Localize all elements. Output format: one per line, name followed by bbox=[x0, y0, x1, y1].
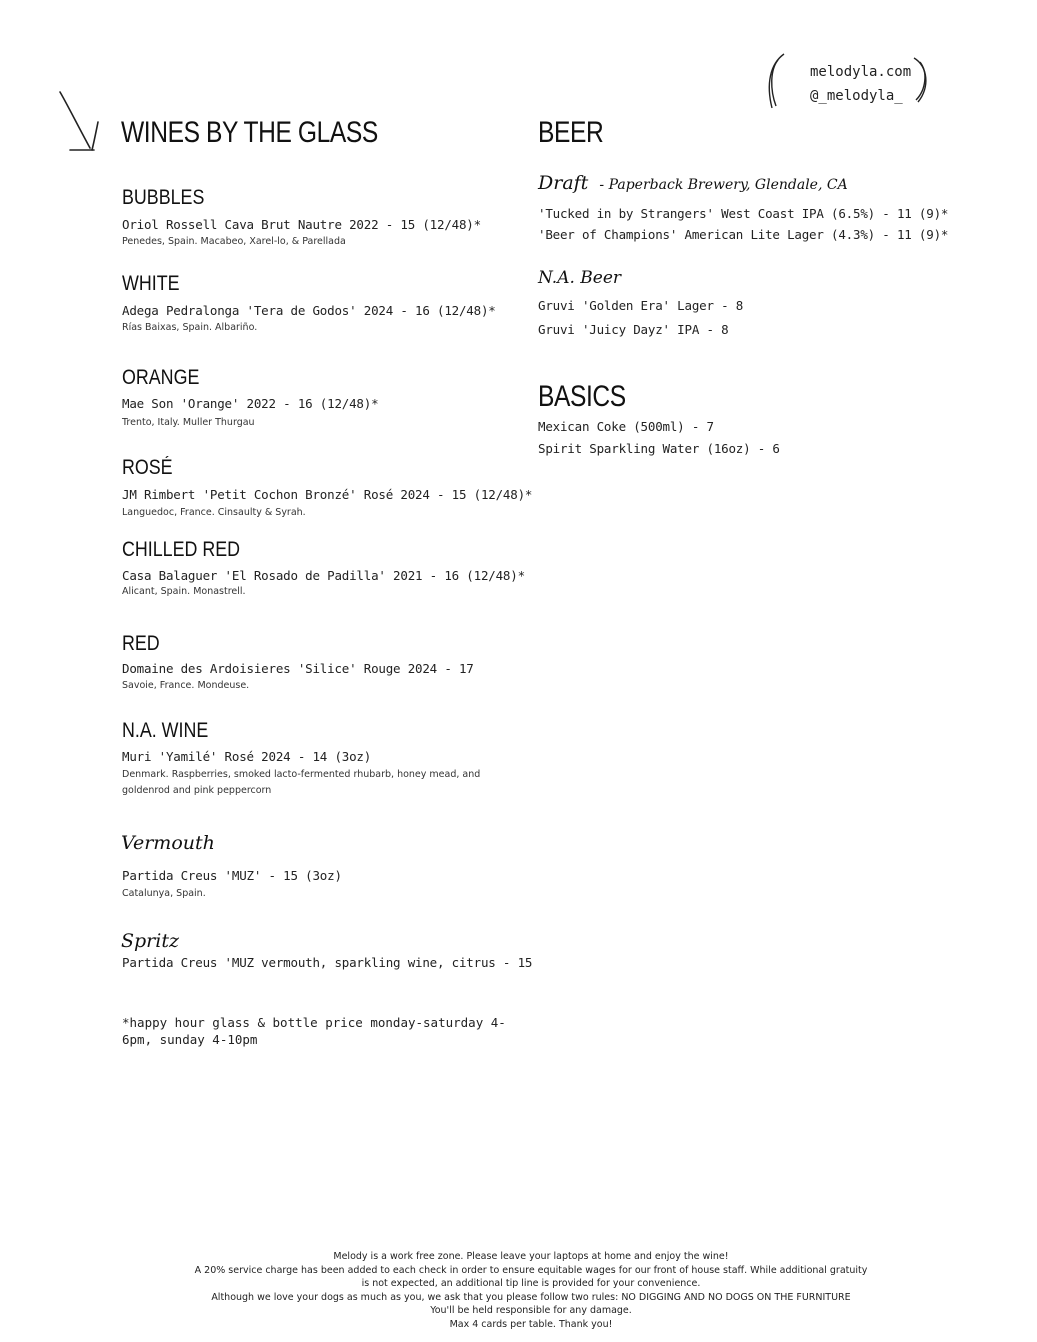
wine-item-detail: Languedoc, France. Cinsaulty & Syrah. bbox=[122, 507, 306, 518]
draft-brewery: - Paperback Brewery, Glendale, CA bbox=[599, 177, 848, 193]
wine-item-name: Partida Creus 'MUZ vermouth, sparkling wine, citrus - 15 bbox=[122, 955, 533, 970]
wine-item-name: Casa Balaguer 'El Rosado de Padilla' 2021 - 16 (12/48)* bbox=[122, 568, 525, 583]
wine-item-name: Mae Son 'Orange' 2022 - 16 (12/48)* bbox=[122, 396, 379, 411]
wine-item-detail: Savoie, France. Mondeuse. bbox=[122, 680, 250, 691]
section-heading-bubbles: BUBBLES bbox=[122, 186, 205, 209]
section-heading-rose: ROSÉ bbox=[122, 456, 173, 479]
footer-line: Melody is a work free zone. Please leave your laptops at home and enjoy the wine! bbox=[333, 1251, 729, 1262]
footer-line: You'll be held responsible for any damage. bbox=[430, 1305, 632, 1316]
na-beer-heading: N.A. Beer bbox=[538, 268, 622, 288]
draft-item: 'Beer of Champions' American Lite Lager (4.3%) - 11 (9)* bbox=[538, 227, 949, 242]
wine-item-detail: Rías Baixas, Spain. Albariño. bbox=[122, 322, 258, 333]
wine-item-name: Adega Pedralonga 'Tera de Godos' 2024 - 16 (12/48)* bbox=[122, 303, 496, 318]
wine-item-detail: Penedes, Spain. Macabeo, Xarel-lo, & Parellada bbox=[122, 236, 346, 247]
section-heading-chilled-red: CHILLED RED bbox=[122, 538, 241, 561]
website-text[interactable]: melodyla.com bbox=[810, 64, 912, 80]
section-heading-spritz: Spritz bbox=[121, 930, 179, 952]
basics-title: BASICS bbox=[538, 380, 626, 413]
wines-by-the-glass-title: WINES BY THE GLASS bbox=[121, 116, 378, 149]
draft-heading-row bbox=[538, 172, 848, 194]
wine-item-name: Partida Creus 'MUZ' - 15 (3oz) bbox=[122, 868, 342, 883]
section-heading-red: RED bbox=[122, 632, 160, 655]
footer-line: is not expected, an additional tip line is provided for your convenience. bbox=[361, 1278, 701, 1289]
wine-item-detail: Trento, Italy. Muller Thurgau bbox=[122, 417, 255, 428]
wine-item-name: JM Rimbert 'Petit Cochon Bronzé' Rosé 2024 - 15 (12/48)* bbox=[122, 487, 533, 502]
arrow-doodle-icon bbox=[56, 88, 108, 158]
section-heading-vermouth: Vermouth bbox=[121, 832, 215, 854]
happy-hour-note: *happy hour glass & bottle price monday-saturday 4-6pm, sunday 4-10pm bbox=[122, 1015, 506, 1047]
right-bracket-icon bbox=[912, 56, 934, 106]
wine-item-detail: Denmark. Raspberries, smoked lacto-fermented rhubarb, honey mead, and goldenrod and pink peppercorn bbox=[122, 769, 481, 796]
section-heading-orange: ORANGE bbox=[122, 366, 200, 389]
wine-item-name: Muri 'Yamilé' Rosé 2024 - 14 (3oz) bbox=[122, 749, 372, 764]
draft-item: 'Tucked in by Strangers' West Coast IPA (6.5%) - 11 (9)* bbox=[538, 206, 949, 221]
beer-title: BEER bbox=[538, 116, 604, 149]
na-beer-item: Gruvi 'Golden Era' Lager - 8 bbox=[538, 298, 744, 313]
draft-heading: Draft bbox=[538, 172, 589, 194]
wine-item-name: Oriol Rossell Cava Brut Nautre 2022 - 15 (12/48)* bbox=[122, 217, 481, 232]
section-heading-na-wine: N.A. WINE bbox=[122, 719, 209, 742]
footer-line: Although we love your dogs as much as you, we ask that you please follow two rules: NO DIGGING AND NO DOGS ON THE FURNITURE bbox=[211, 1291, 851, 1303]
na-beer-item: Gruvi 'Juicy Dayz' IPA - 8 bbox=[538, 322, 729, 337]
footer-line: A 20% service charge has been added to each check in order to ensure equitable wages for our front of house staff. While additional gratuity bbox=[194, 1264, 868, 1276]
wine-item-detail: Alicant, Spain. Monastrell. bbox=[122, 586, 246, 597]
social-handle-text[interactable]: @_melodyla_ bbox=[810, 88, 903, 104]
basics-item: Mexican Coke (500ml) - 7 bbox=[538, 419, 714, 434]
footer-notice bbox=[180, 1250, 882, 1331]
social-handle-block bbox=[760, 52, 940, 112]
section-heading-white: WHITE bbox=[122, 272, 180, 295]
wine-item-name: Domaine des Ardoisieres 'Silice' Rouge 2024 - 17 bbox=[122, 661, 474, 676]
left-bracket-icon bbox=[764, 52, 786, 112]
basics-item: Spirit Sparkling Water (16oz) - 6 bbox=[538, 441, 780, 456]
wine-item-detail: Catalunya, Spain. bbox=[122, 888, 206, 899]
footer-line: Max 4 cards per table. Thank you! bbox=[449, 1318, 613, 1330]
